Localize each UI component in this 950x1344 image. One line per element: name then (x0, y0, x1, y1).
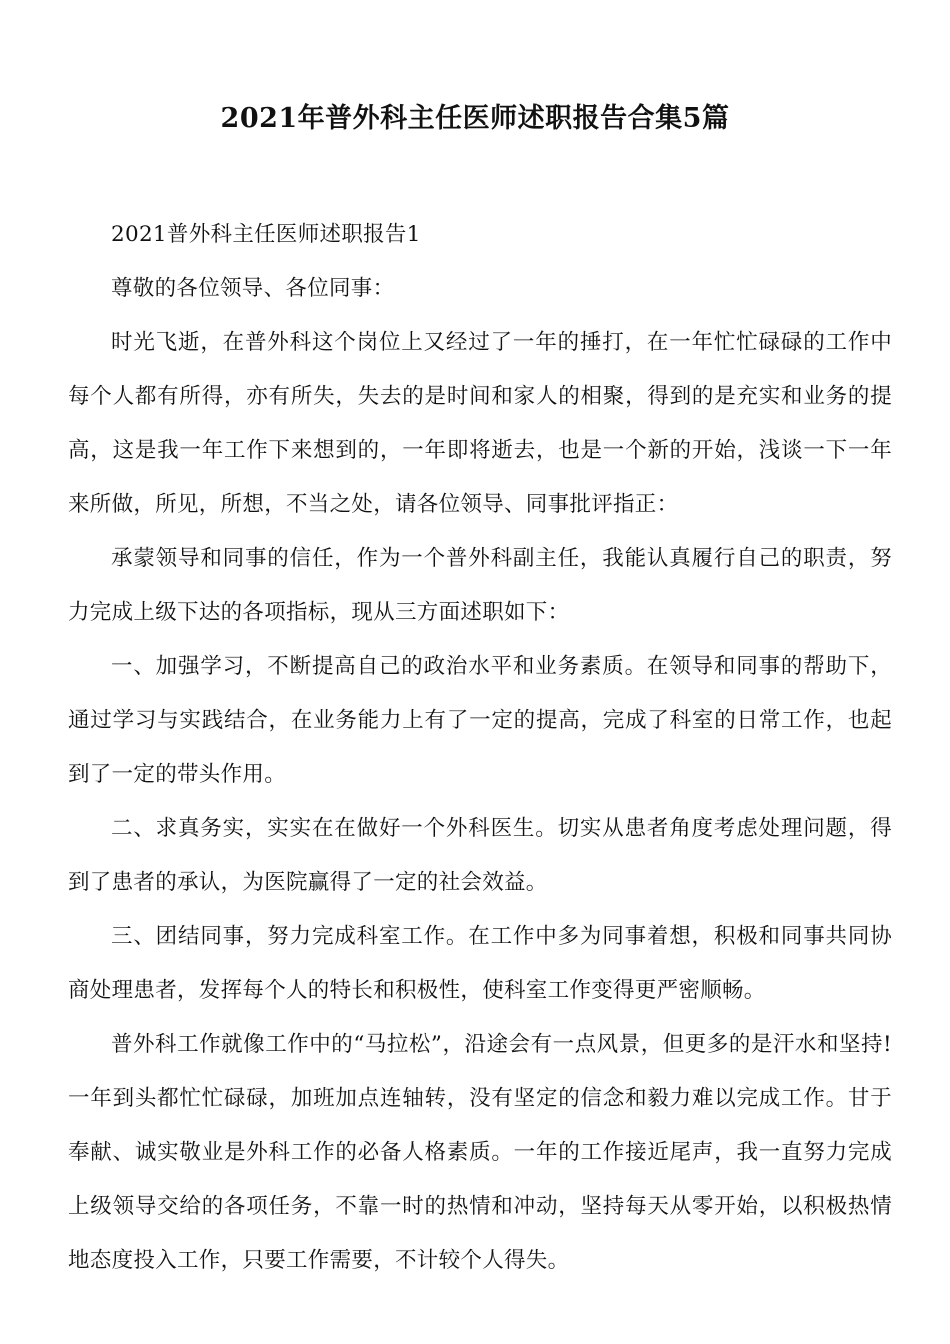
section-heading: 2021普外科主任医师述职报告1 (111, 222, 421, 247)
paragraph-point-two: 二、求真务实，实实在在做好一个外科医生。切实从患者角度考虑处理问题，得到了患者的承认，为医院赢得了一定的社会效益。 (68, 816, 892, 895)
paragraph-point-one: 一、加强学习，不断提高自己的政治水平和业务素质。在领导和同事的帮助下，通过学习与实践结合，在业务能力上有了一定的提高，完成了科室的日常工作，也起到了一定的带头作用。 (68, 654, 892, 787)
paragraph-salutation: 尊敬的各位领导、各位同事： (111, 276, 395, 301)
paragraph-intro: 时光飞逝，在普外科这个岗位上又经过了一年的捶打，在一年忙忙碌碌的工作中每个人都有所得，亦有所失，失去的是时间和家人的相聚，得到的是充实和业务的提高，这是我一年工作下来想到的，一年即将逝去，也是一个新的开始，浅谈一下一年来所做，所见，所想，不当之处，请各位领导、同事批评指正： (68, 330, 892, 517)
paragraph-duties: 承蒙领导和同事的信任，作为一个普外科副主任，我能认真履行自己的职责，努力完成上级下达的各项指标，现从三方面述职如下： (68, 546, 892, 625)
document-title: 2021年普外科主任医师述职报告合集5篇 (220, 103, 730, 134)
paragraph-marathon: 普外科工作就像工作中的“马拉松”，沿途会有一点风景，但更多的是汗水和坚持!一年到头都忙忙碌碌，加班加点连轴转，没有坚定的信念和毅力难以完成工作。甘于奉献、诚实敬业是外科工作的必备人格素质。一年的工作接近尾声，我一直努力完成上级领导交给的各项任务，不靠一时的热情和冲动，坚持每天从零开始，以积极热情地态度投入工作，只要工作需要，不计较个人得失。 (68, 1032, 892, 1273)
document-body (68, 208, 892, 1288)
paragraph-point-three: 三、团结同事，努力完成科室工作。在工作中多为同事着想，积极和同事共同协商处理患者，发挥每个人的特长和积极性，使科室工作变得更严密顺畅。 (68, 924, 892, 1003)
